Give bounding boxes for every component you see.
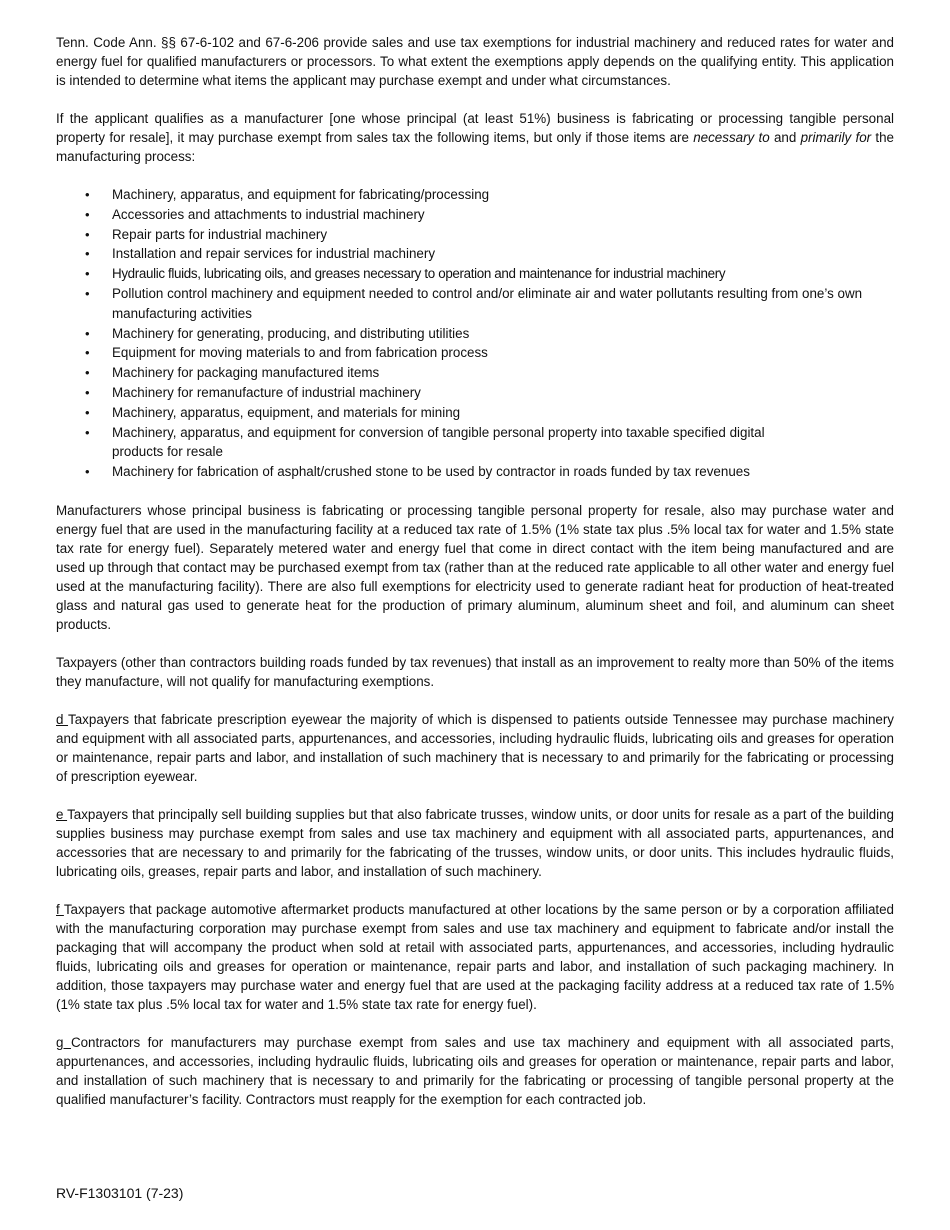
list-item: • Machinery, apparatus, equipment, and materials for mining — [56, 403, 894, 423]
exempt-items-list — [56, 185, 894, 482]
answer-blank-f[interactable]: f — [56, 901, 64, 917]
lettered-text-g: Contractors for manufacturers may purchase exempt from sales and use tax machinery and equipment with all associated parts, appurtenances, and accessories, including hydraulic fluids, lubricating oils and greases for operation or maintenance, repair parts and labor, and installation of such machinery that is necessary to and primarily for the fabricating or processing of tangible personal property at the qualified manufacturer’s facility. Contractors must reapply for the exemption for each contracted job. — [56, 1034, 894, 1107]
emphasis-necessary-to: necessary to — [693, 130, 770, 145]
lettered-item-d — [56, 710, 894, 786]
intro-paragraph: Tenn. Code Ann. §§ 67-6-102 and 67-6-206 provide sales and use tax exemptions for industrial machinery and reduced rates for water and energy fuel for qualified manufacturers or processors. To what extent the exemptions apply depends on the qualifying entity. This application is intended to determine what items the applicant may purchase exempt and under what circumstances. — [56, 35, 894, 88]
qualification-text-post: the manufacturing process: — [56, 130, 895, 164]
contractors-roads-paragraph: Taxpayers (other than contractors building roads funded by tax revenues) that install as an improvement to realty more than 50% of the items they manufacture, will not qualify for manufacturing exemptions. — [56, 654, 894, 689]
document-body — [56, 33, 894, 1128]
lettered-item-f — [56, 900, 894, 1014]
water-energy-paragraph: Manufacturers whose principal business is fabricating or processing tangible personal property for resale, also may purchase water and energy fuel that are used in the manufacturing facility at a reduced tax rate of 1.5% (1% state tax plus .5% local tax for water and 1.5% state tax rate for energy fuel). Separately metered water and energy fuel that come in direct contact with the item being manufactured and are used up through that contact may be purchased exempt from tax (rather than at the reduced rate applicable to all other water and energy fuel used at the manufacturing facility). There are also full exemptions for electricity used to generate radiant heat for production of heat-treated glass and natural gas used to generate heat for the production of primary aluminum, aluminum sheet and foil, and aluminum can sheet products. — [56, 502, 894, 632]
list-item: • Repair parts for industrial machinery — [56, 225, 894, 245]
qualification-text-mid: and — [769, 130, 801, 145]
lettered-item-g — [56, 1033, 894, 1109]
list-item: • Hydraulic fluids, lubricating oils, and greases necessary to operation and maintenance for industrial machinery — [56, 264, 894, 284]
lettered-item-e — [56, 805, 894, 881]
list-item: • Machinery for fabrication of asphalt/crushed stone to be used by contractor in roads funded by tax revenues — [56, 462, 894, 482]
lettered-text-e: Taxpayers that principally sell building supplies but that also fabricate trusses, window units, or door units for resale as a part of the building supplies business may purchase exempt from sales and use tax machinery and equipment with all associated parts, appurtenances, and accessories that are necessary to and primarily for the fabricating of the trusses, window units, or door units. This includes hydraulic fluids, lubricating oils, greases, repair parts and labor, and installation of such machinery. — [56, 806, 894, 879]
list-item: • Accessories and attachments to industrial machinery — [56, 205, 894, 225]
list-item: • Installation and repair services for industrial machinery — [56, 244, 894, 264]
answer-blank-g[interactable]: g — [56, 1034, 71, 1050]
list-item: • Machinery for packaging manufactured items — [56, 363, 894, 383]
list-item: • Machinery, apparatus, and equipment for fabricating/processing — [56, 185, 894, 205]
list-item: • Equipment for moving materials to and from fabrication process — [56, 343, 894, 363]
list-item: • Machinery for remanufacture of industrial machinery — [56, 383, 894, 403]
list-item: • Machinery for generating, producing, and distributing utilities — [56, 324, 894, 344]
emphasis-primarily-for: primarily for — [800, 130, 872, 145]
answer-blank-d[interactable]: d — [56, 711, 69, 727]
list-item: • Machinery, apparatus, and equipment for conversion of tangible personal property into taxable specified digital products for resale — [56, 423, 894, 463]
lettered-text-f: Taxpayers that package automotive aftermarket products manufactured at other locations by the same person or by a corporation affiliated with the manufacturing corporation may purchase exempt from sales and use tax machinery and equipment to fabricate and/or install the packaging that will accompany the product when sold at retail with associated parts, appurtenances, and accessories, including hydraulic fluids, lubricating oils and greases for operation or maintenance, repair parts and labor, and installation of such packaging machinery. In addition, those taxpayers may purchase water and energy fuel that are used at the packaging facility address at a reduced tax rate of 1.5% (1% state tax plus .5% local tax for water and 1.5% state tax rate for energy fuel). — [56, 901, 895, 1012]
answer-blank-e[interactable]: e — [56, 806, 68, 822]
qualification-text-pre: If the applicant qualifies as a manufacturer [one whose principal (at least 51%) business is fabricating or processing tangible personal property for resale], it may purchase exempt from sales tax the following items, but only if those items are — [56, 111, 894, 145]
list-item: • Pollution control machinery and equipment needed to control and/or eliminate air and water pollutants resulting from one’s own manufacturing activities — [56, 284, 894, 324]
lettered-text-d: Taxpayers that fabricate prescription eyewear the majority of which is dispensed to patients outside Tennessee may purchase machinery and equipment with all associated parts, appurtenances, and accessories, including hydraulic fluids, lubricating oils and greases for operation or maintenance, repair parts and labor, and installation of such machinery that is necessary to and primarily for the fabricating or processing of prescription eyewear. — [56, 711, 894, 784]
qualification-paragraph — [56, 109, 894, 166]
form-id-footer: RV-F1303101 (7-23) — [56, 1185, 184, 1201]
